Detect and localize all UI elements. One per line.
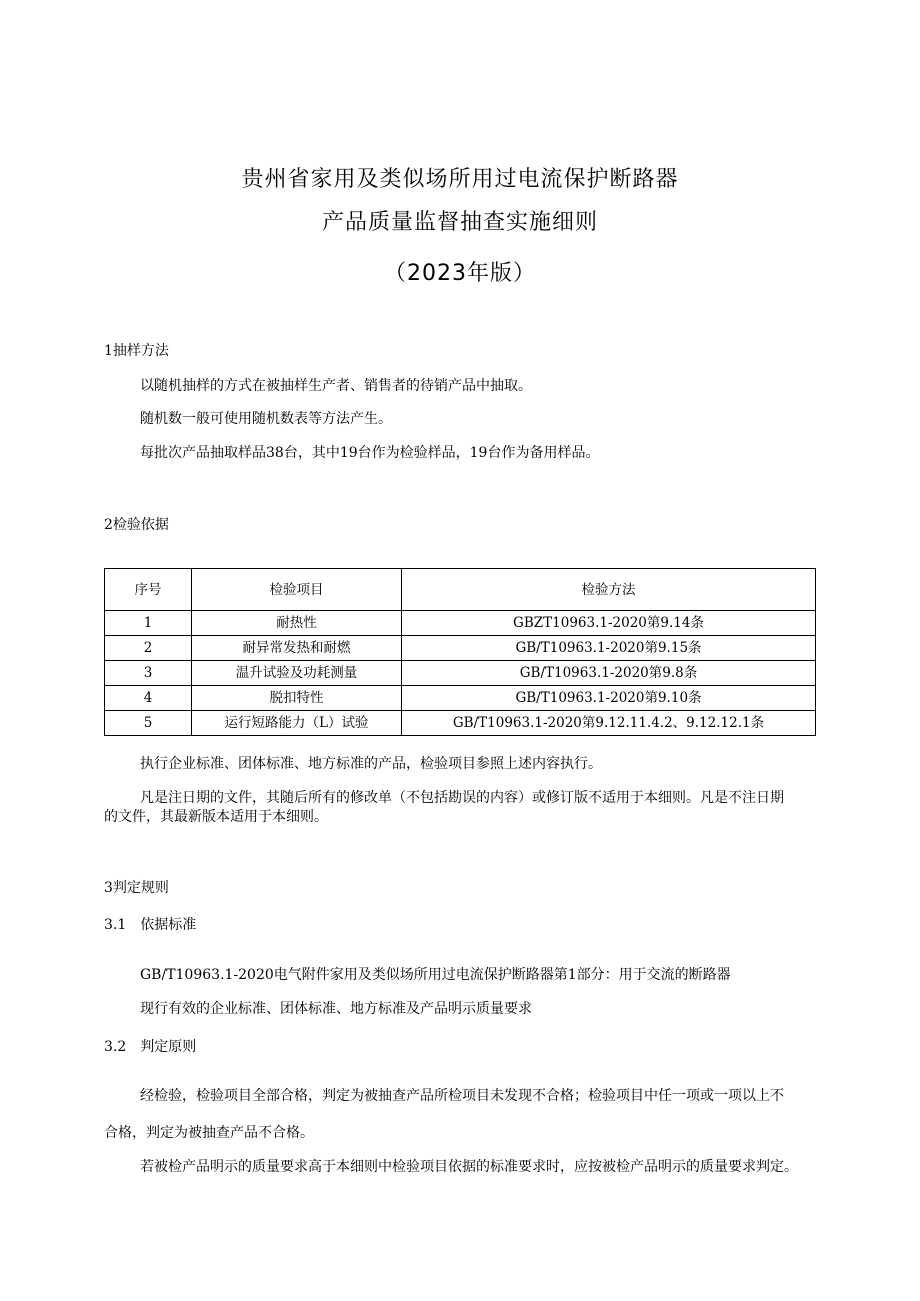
table-cell: 温升试验及功耗测量 xyxy=(192,661,402,686)
table-cell: 2 xyxy=(105,636,192,661)
judgment-paragraph: 若被检产品明示的质量要求高于本细则中检验项目依据的标准要求时，应按被检产品明示的质量要求判定。 xyxy=(140,1159,798,1175)
section3-heading: 3判定规则 xyxy=(104,880,169,896)
subsection-3-1-heading: 3.1 依据标准 xyxy=(104,917,197,933)
section2-note: 执行企业标准、团体标准、地方标准的产品，检验项目参照上述内容执行。 xyxy=(140,756,602,772)
section1-paragraph: 以随机抽样的方式在被抽样生产者、销售者的待销产品中抽取。 xyxy=(140,378,532,394)
section1-paragraph: 每批次产品抽取样品38台，其中19台作为检验样品，19台作为备用样品。 xyxy=(140,445,600,461)
table-cell: 3 xyxy=(105,661,192,686)
table-row xyxy=(105,711,816,736)
table-row xyxy=(105,636,816,661)
section2-heading: 2检验依据 xyxy=(104,517,169,533)
table-header-cell: 检验方法 xyxy=(402,569,816,611)
document-title-line2: 产品质量监督抽查实施细则 xyxy=(321,210,598,235)
section1-paragraph: 随机数一般可使用随机数表等方法产生。 xyxy=(140,411,392,427)
table-cell: GB/T10963.1-2020第9.8条 xyxy=(402,661,816,686)
judgment-paragraph-continuation: 合格，判定为被抽查产品不合格。 xyxy=(104,1125,314,1141)
table-row xyxy=(105,661,816,686)
inspection-basis-table xyxy=(104,568,816,736)
judgment-paragraph: 经检验，检验项目全部合格，判定为被抽查产品所检项目未发现不合格；检验项目中任一项或一项以上不 xyxy=(140,1088,784,1104)
table-cell: 脱扣特性 xyxy=(192,686,402,711)
table-header-cell: 检验项目 xyxy=(192,569,402,611)
table-row xyxy=(105,686,816,711)
table-cell: 1 xyxy=(105,611,192,636)
subsection-3-2-heading: 3.2 判定原则 xyxy=(104,1039,197,1055)
table-cell: 耐异常发热和耐燃 xyxy=(192,636,402,661)
table-cell: GBZT10963.1-2020第9.14条 xyxy=(402,611,816,636)
standard-reference: 现行有效的企业标准、团体标准、地方标准及产品明示质量要求 xyxy=(140,1001,532,1017)
table-cell: GB/T10963.1-2020第9.10条 xyxy=(402,686,816,711)
section2-note-continuation: 的文件，其最新版本适用于本细则。 xyxy=(104,809,328,825)
standard-reference: GB/T10963.1-2020电气附件家用及类似场所用过电流保护断路器第1部分：用于交流的断路器 xyxy=(140,967,731,983)
table-header-cell: 序号 xyxy=(105,569,192,611)
table-cell: GB/T10963.1-2020第9.12.11.4.2、9.12.12.1条 xyxy=(402,711,816,736)
table-cell: GB/T10963.1-2020第9.15条 xyxy=(402,636,816,661)
table-cell: 4 xyxy=(105,686,192,711)
table-cell: 耐热性 xyxy=(192,611,402,636)
table-cell: 5 xyxy=(105,711,192,736)
table-cell: 运行短路能力（L）试验 xyxy=(192,711,402,736)
document-title-line1: 贵州省家用及类似场所用过电流保护断路器 xyxy=(241,167,679,192)
document-title-edition: （2023年版） xyxy=(384,261,536,286)
section2-note: 凡是注日期的文件，其随后所有的修改单（不包括勘误的内容）或修订版不适用于本细则。凡是不注日期 xyxy=(140,790,784,806)
table-header-row xyxy=(105,569,816,611)
table-row xyxy=(105,611,816,636)
section1-heading: 1抽样方法 xyxy=(104,343,169,359)
